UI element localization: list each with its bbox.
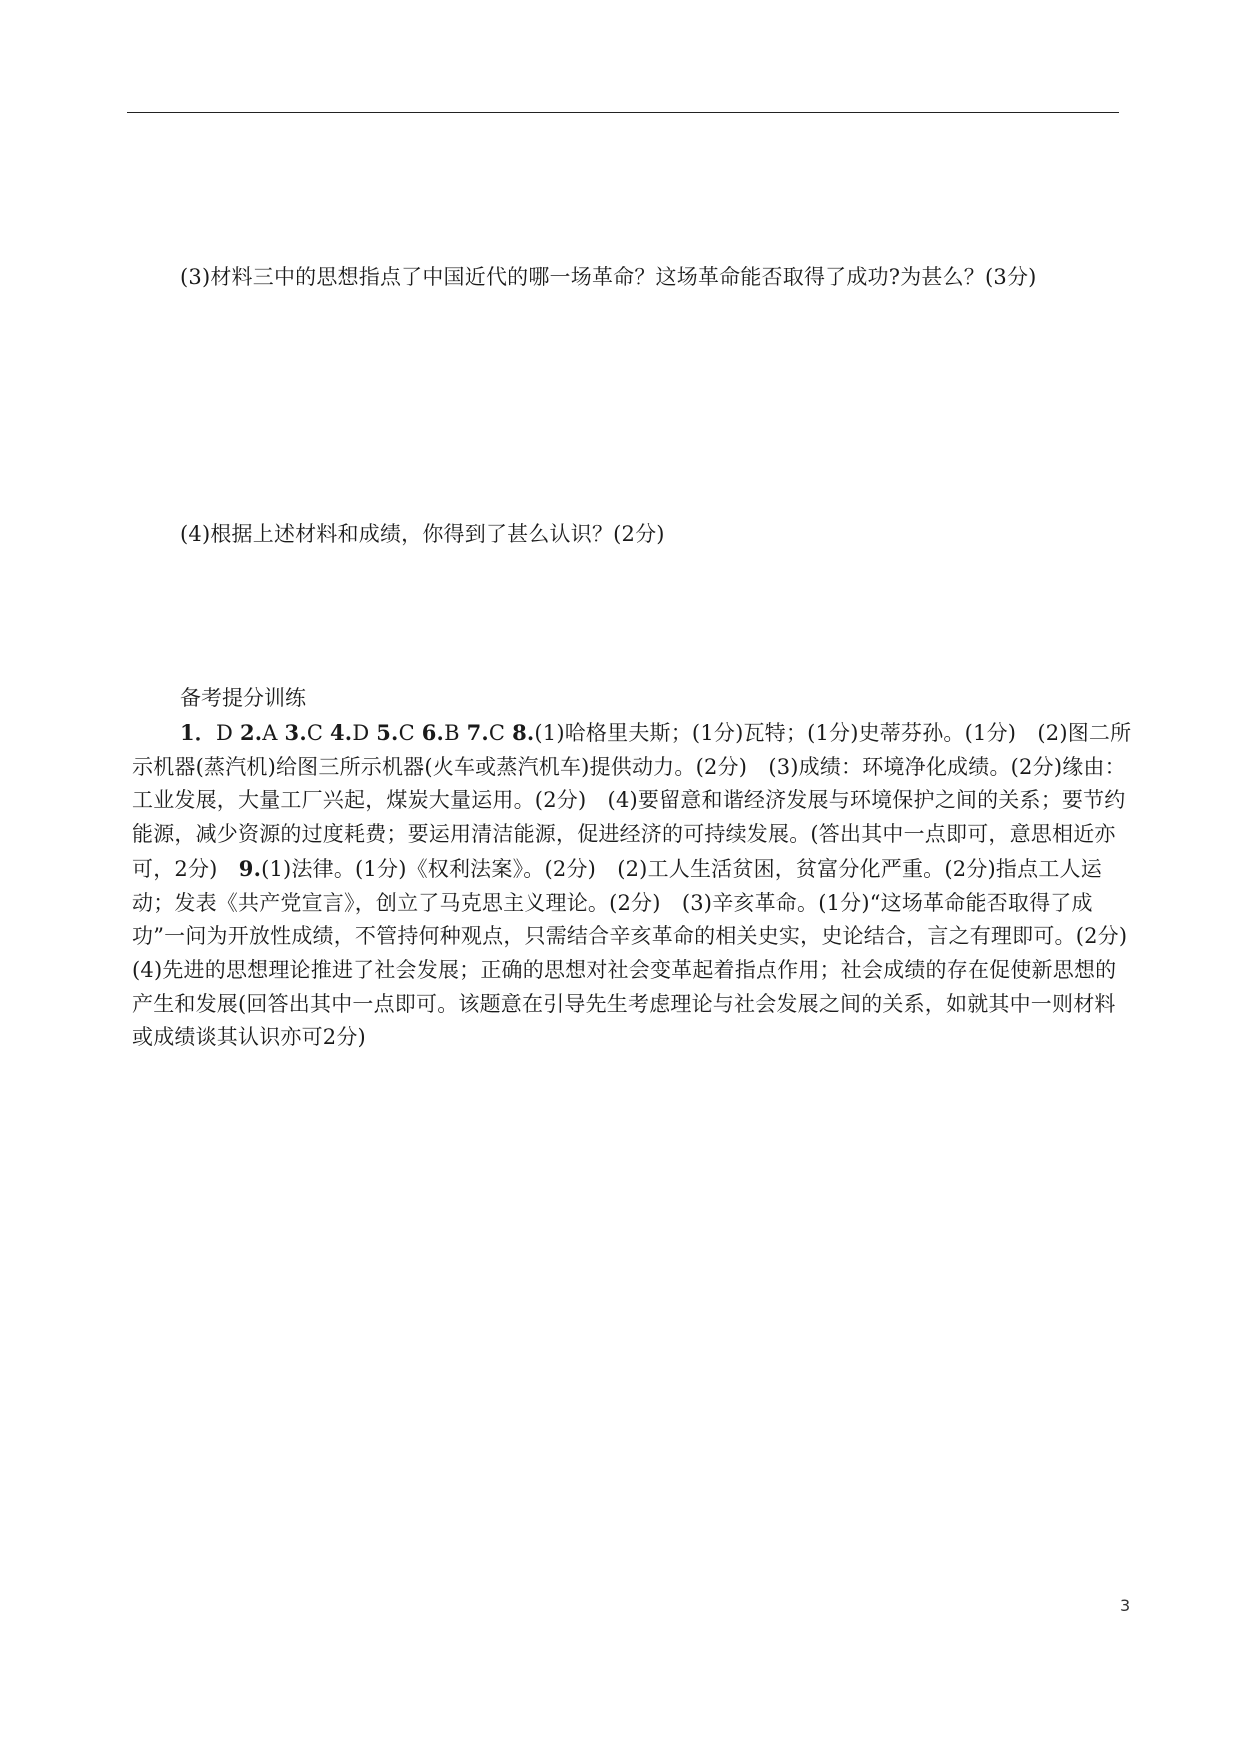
answer-text: B [444,721,467,745]
answer-num: 9. [238,855,262,881]
question-4: (4)根据上述材料和成绩，你得到了甚么认识？(2分) [180,522,665,546]
section-title: 备考提分训练 [180,686,306,710]
answer-num: 4. [330,720,353,745]
answer-text: C [488,721,513,745]
header-rule [127,112,1119,113]
answer-num: 2. [239,720,263,745]
answer-text: D [216,721,240,745]
page-number: 3 [1120,1596,1131,1615]
answer-num: 8. [512,720,535,745]
answer-text: (1)哈格里夫斯；(1分)瓦特；(1分)史蒂芬孙。(1分) (2)图二所示机器(蒸汽机)给图三所示机器(火车或蒸汽机车)提供动力。(2分) (3)成绩：环境净化成绩。(2分)缘由：工业发展，大量工厂兴起，煤炭大量运用。(2分) (4)要留意和谐经济发展与环境保护之间的关系；要节约能源，减少资源的过度耗费；要运用清洁能源，促进经济的可持续发展。(答出其中一点即可，意思相近亦可，2分) [132,721,1132,881]
answer-num: 6. [421,720,445,745]
answer-text: C [306,721,330,745]
answer-num: 7. [466,720,489,745]
answer-num: 5. [376,720,399,745]
answer-text: C [398,721,422,745]
answer-text: (1)法律。(1分)《权利法案》。(2分) (2)工人生活贫困，贫富分化严重。(2分)指点工人运动；发表《共产党宣言》，创立了马克思主义理论。(2分) (3)辛亥革命。(1分)“这场革命能否取得了成功”一问为开放性成绩，不管持何种观点，只需结合辛亥革命的相关史实，史论结合，言之有理即可。(2分) (4)先进的思想理论推进了社会发展；正确的思想对社会变革起着指点作用；社会成绩的存在促使新思想的产生和发展(回答出其中一点即可。该题意在引导先生考虑理论与社会发展之间的关系，如就其中一则材料或成绩谈其认识亦可2分) [132,856,1149,1050]
answer-num: 3. [284,720,307,745]
answer-block [132,716,1149,1055]
answer-num: 1． [180,720,217,745]
answer-text: A [262,721,285,745]
question-3: (3)材料三中的思想指点了中国近代的哪一场革命？这场革命能否取得了成功?为甚么？(3分) [180,265,1037,289]
answer-text: D [352,721,377,745]
